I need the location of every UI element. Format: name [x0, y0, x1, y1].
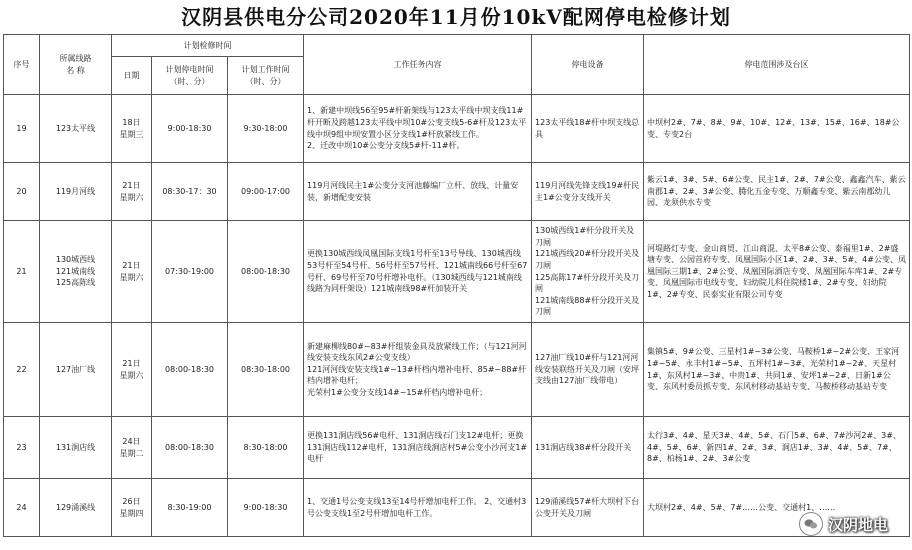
row-seq: 19: [4, 95, 40, 163]
header-date: 日期: [112, 57, 152, 95]
row-date: 21日 星期六: [112, 163, 152, 221]
row-line-name: 131涧店线: [40, 417, 112, 479]
row-task: 119月河线民主1#公变分支河池藤编厂立杆、放线、计量安装，新增配变安装: [304, 163, 532, 221]
row-equipment: 127油厂线10#杆与121河河线安装联络开关及刀闸（安坪支线由127油厂线带电）: [532, 323, 644, 417]
row-outage-time: 08:00-18:30: [152, 323, 228, 417]
row-outage-time: 8:30-19:00: [152, 479, 228, 537]
row-line-name: 119月河线: [40, 163, 112, 221]
row-date: 24日 星期二: [112, 417, 152, 479]
row-work-time: 09:00-17:00: [228, 163, 304, 221]
row-equipment: 130城西线1#杆分段开关及刀闸 121城西线20#杆分段开关及刀闸 125高陈17#杆分段开关及刀闸 121城南线88#杆分段开关及刀闸: [532, 221, 644, 323]
wechat-logo-icon: [799, 512, 823, 536]
header-work-time: 计划工作时间 （时、分）: [228, 57, 304, 95]
row-task: 1、新建中坝线56至95#杆新架线与123太平线中坝支线11#杆开断及跨越123太平线中坝10#公变支线5-6#杆及123太平线中坝9组中坝安置小区分支线1#杆放紧线工作。 2、迁改中坝10#公变分支线5#杆-11#杆。: [304, 95, 532, 163]
page-title: 汉阴县供电分公司2020年11月份10kV配网停电检修计划: [181, 5, 731, 29]
watermark: [799, 512, 888, 536]
table-row: [4, 221, 910, 323]
row-equipment: 119月河线先锋支线19#杆民主1#公变分支线开关: [532, 163, 644, 221]
row-equipment: 131涧店线38#杆分段开关: [532, 417, 644, 479]
row-line-name: 123太平线: [40, 95, 112, 163]
row-date: 26日 星期四: [112, 479, 152, 537]
header-task: 工作任务内容: [304, 35, 532, 95]
row-seq: 21: [4, 221, 40, 323]
row-equipment: 123太平线18#杆中坝支线总具: [532, 95, 644, 163]
row-scope: 河堤路灯专变、金山商贸、江山商混、太平8#公变、泰福里1#、2#盛塘专变、公园首府专变、凤凰国际小区1#、2#、3#、5#、4#公变、凤凰国际三期1#、2#公变、凤凰国际酒店专变、凤凰国际车库1#、2#专变、凤凰国际市电线专变、妇幼院儿科住院楼1#、2#专变、妇幼院1#、2#专变、民泰实业有限公司专变: [644, 221, 910, 323]
row-work-time: 08:30-18:00: [228, 323, 304, 417]
header-scope: 停电范围涉及台区: [644, 35, 910, 95]
row-equipment: 129涌溪线57#杆大坝村下台公变开关及刀闸: [532, 479, 644, 537]
row-task: 新建麻柳线80#~83#杆组装金具及放紧线工作；（与121河河线安装支线东风2#公变支线） 121河河线安装支线1#~13#杆档内增补电杆、85#~88#杆档内增补电杆； 光荣村1#公变分支线14#~15#杆档内增补电杆；: [304, 323, 532, 417]
row-scope: 紫云1#、3#、5#、6#公变、民主1#、2#、7#公变、鑫鑫汽车、紫云南郡1#、2#、3#公变、腾化五金专变、万顺鑫专变、紫云南郡幼儿园、龙须供水专变: [644, 163, 910, 221]
row-task: 更换131涧店线56#电杆、131涧店线石门支12#电杆；更换131涧店线112#电杆，131涧店线涧店村5#公变小沙河支1#电杆: [304, 417, 532, 479]
table-row: [4, 323, 910, 417]
row-scope: 集镇5#、9#公变、三星村1#~3#公变、马鞍桥1#~2#公变、王家河1#~5#、永丰村1#~5#、五坪村1#~3#、光荣村1#~2#、天星村1#、东风村1#~3#、中贵1#、共同1#、安坪1#~2#、日新1#公变、东风村委员抓专变、东风村移动基站专变、马鞍桥移动基站专变: [644, 323, 910, 417]
row-date: 21日 星期六: [112, 221, 152, 323]
header-line: 所属线路 名 称: [40, 35, 112, 95]
row-seq: 23: [4, 417, 40, 479]
row-line-name: 129涌溪线: [40, 479, 112, 537]
watermark-text: 汉阴地电: [827, 515, 888, 534]
row-date: 21日 星期六: [112, 323, 152, 417]
row-work-time: 9:30-18:00: [228, 95, 304, 163]
header-seq: 序号: [4, 35, 40, 95]
row-scope: 太行3#、4#、星天3#、4#、5#、石门5#、6#、7#沙河2#、3#、4#、5#、6#、新四1#、2#、3#、涧店1#、3#、4#、5#、7#、8#、柏杨1#、2#、3#公变: [644, 417, 910, 479]
table-row: [4, 417, 910, 479]
row-work-time: 08:00-18:30: [228, 221, 304, 323]
row-task: 1、交通1号公变支线13至14号杆增加电杆工作。 2、交通村3号公变支线1至2号杆增加电杆工作。: [304, 479, 532, 537]
row-scope: 中坝村2#、7#、8#、9#、10#、12#、13#、15#、16#、18#公变、专变2台: [644, 95, 910, 163]
row-seq: 24: [4, 479, 40, 537]
table-row: [4, 479, 910, 537]
table-row: [4, 95, 910, 163]
header-equipment: 停电设备: [532, 35, 644, 95]
row-outage-time: 08:30-17：30: [152, 163, 228, 221]
row-work-time: 9:00-18:30: [228, 479, 304, 537]
row-line-name: 127油厂线: [40, 323, 112, 417]
header-outage-time: 计划停电时间 （时、分）: [152, 57, 228, 95]
row-scope: 大坝村2#、4#、5#、7#……公变、交通村1、……: [644, 479, 910, 537]
table-row: [4, 163, 910, 221]
row-task: 更换130城西线凤凰国际支线1号杆至13号导线、130城西线53号杆至54号杆、56号杆至57号杆、121城南线66号杆至67号杆、69号杆至70号杆增补电杆。（130城西线与121城南线线路为同杆架设）121城南线98#杆加装开关: [304, 221, 532, 323]
row-work-time: 8:30-18:00: [228, 417, 304, 479]
row-date: 18日 星期三: [112, 95, 152, 163]
row-outage-time: 9:00-18:30: [152, 95, 228, 163]
row-seq: 20: [4, 163, 40, 221]
row-outage-time: 07:30-19:00: [152, 221, 228, 323]
header-plan-time: 计划检修时间: [112, 35, 304, 57]
row-outage-time: 08:00-18:30: [152, 417, 228, 479]
row-seq: 22: [4, 323, 40, 417]
row-line-name: 130城西线 121城南线 125高陈线: [40, 221, 112, 323]
outage-plan-table: [3, 34, 910, 537]
